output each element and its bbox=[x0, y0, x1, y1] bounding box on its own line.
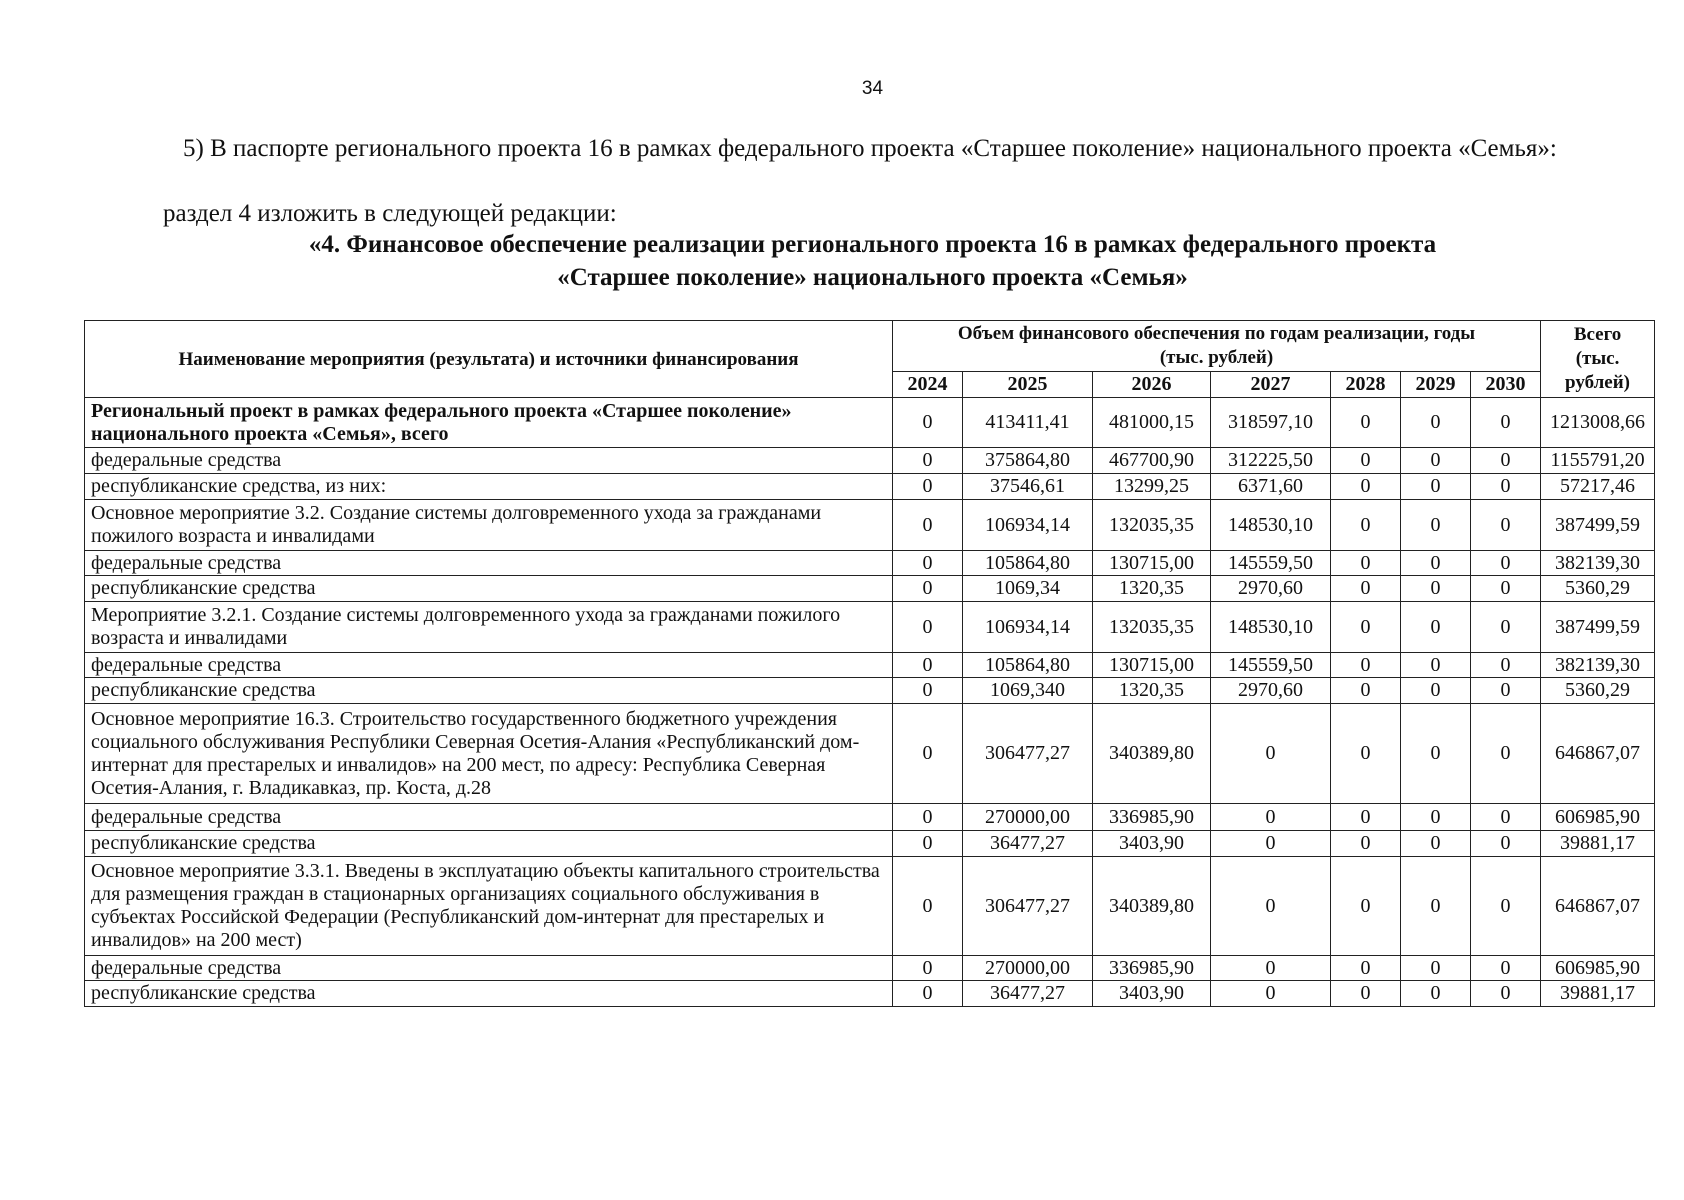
row-value-2029: 0 bbox=[1401, 576, 1471, 602]
row-value-2024: 0 bbox=[893, 653, 963, 678]
table-row bbox=[85, 981, 1655, 1007]
table-row bbox=[85, 448, 1655, 474]
page-number: 34 bbox=[861, 78, 884, 99]
row-value-2024: 0 bbox=[893, 500, 963, 551]
row-value-2027: 6371,60 bbox=[1211, 474, 1331, 500]
row-value-2027: 148530,10 bbox=[1211, 500, 1331, 551]
row-value-2028: 0 bbox=[1331, 857, 1401, 956]
row-value-2026: 3403,90 bbox=[1093, 831, 1211, 857]
row-value-2028: 0 bbox=[1331, 474, 1401, 500]
row-value-2027: 148530,10 bbox=[1211, 602, 1331, 653]
row-value-2028: 0 bbox=[1331, 653, 1401, 678]
row-value-2028: 0 bbox=[1331, 704, 1401, 804]
row-value-2029: 0 bbox=[1401, 551, 1471, 576]
amendment-paragraph: 5) В паспорте регионального проекта 16 в рамках федерального проекта «Старшее поколение» национального проекта «Семья»: bbox=[183, 135, 1557, 162]
row-value-2026: 130715,00 bbox=[1093, 551, 1211, 576]
row-value-2029: 0 bbox=[1401, 981, 1471, 1007]
row-value-2027: 145559,50 bbox=[1211, 653, 1331, 678]
column-header-volume-line-2: (тыс. рублей) bbox=[1159, 347, 1274, 368]
row-value-2030: 0 bbox=[1471, 653, 1541, 678]
row-value-2027: 0 bbox=[1211, 831, 1331, 857]
table-row bbox=[85, 857, 1655, 956]
row-value-2024: 0 bbox=[893, 678, 963, 704]
table-row bbox=[85, 678, 1655, 704]
row-value-2027: 2970,60 bbox=[1211, 678, 1331, 704]
row-value-2028: 0 bbox=[1331, 398, 1401, 448]
year-header: 2027 bbox=[1211, 372, 1331, 398]
row-name: федеральные средства bbox=[85, 653, 893, 678]
row-value-2030: 0 bbox=[1471, 831, 1541, 857]
row-value-2026: 340389,80 bbox=[1093, 857, 1211, 956]
row-name: федеральные средства bbox=[85, 551, 893, 576]
row-value-2028: 0 bbox=[1331, 602, 1401, 653]
row-value-2030: 0 bbox=[1471, 956, 1541, 981]
row-value-2024: 0 bbox=[893, 831, 963, 857]
row-value-2029: 0 bbox=[1401, 602, 1471, 653]
row-name: республиканские средства, из них: bbox=[85, 474, 893, 500]
row-total: 39881,17 bbox=[1541, 831, 1655, 857]
table-row bbox=[85, 551, 1655, 576]
row-total: 5360,29 bbox=[1541, 576, 1655, 602]
row-value-2028: 0 bbox=[1331, 500, 1401, 551]
table-row bbox=[85, 653, 1655, 678]
row-value-2028: 0 bbox=[1331, 551, 1401, 576]
row-value-2029: 0 bbox=[1401, 857, 1471, 956]
row-name: Мероприятие 3.2.1. Создание системы долговременного ухода за гражданами пожилого возраста и инвалидами bbox=[85, 602, 893, 653]
row-value-2027: 2970,60 bbox=[1211, 576, 1331, 602]
row-total: 382139,30 bbox=[1541, 551, 1655, 576]
table-row bbox=[85, 704, 1655, 804]
row-value-2024: 0 bbox=[893, 448, 963, 474]
row-total: 387499,59 bbox=[1541, 602, 1655, 653]
row-value-2030: 0 bbox=[1471, 678, 1541, 704]
row-value-2030: 0 bbox=[1471, 857, 1541, 956]
row-total: 1155791,20 bbox=[1541, 448, 1655, 474]
table-row bbox=[85, 576, 1655, 602]
row-value-2028: 0 bbox=[1331, 448, 1401, 474]
row-total: 1213008,66 bbox=[1541, 398, 1655, 448]
section-title bbox=[0, 228, 1684, 294]
row-name: республиканские средства bbox=[85, 981, 893, 1007]
table-row bbox=[85, 474, 1655, 500]
year-header: 2029 bbox=[1401, 372, 1471, 398]
row-value-2026: 132035,35 bbox=[1093, 602, 1211, 653]
row-value-2025: 36477,27 bbox=[963, 831, 1093, 857]
row-value-2027: 0 bbox=[1211, 804, 1331, 831]
row-total: 606985,90 bbox=[1541, 804, 1655, 831]
row-value-2024: 0 bbox=[893, 474, 963, 500]
row-value-2029: 0 bbox=[1401, 448, 1471, 474]
row-value-2026: 336985,90 bbox=[1093, 804, 1211, 831]
row-value-2026: 1320,35 bbox=[1093, 678, 1211, 704]
row-value-2030: 0 bbox=[1471, 551, 1541, 576]
row-value-2030: 0 bbox=[1471, 602, 1541, 653]
year-header: 2024 bbox=[893, 372, 963, 398]
row-total: 382139,30 bbox=[1541, 653, 1655, 678]
row-value-2024: 0 bbox=[893, 956, 963, 981]
section-title-line-1: «4. Финансовое обеспечение реализации регионального проекта 16 в рамках федерального проекта bbox=[308, 231, 1437, 258]
row-value-2027: 0 bbox=[1211, 704, 1331, 804]
row-value-2025: 36477,27 bbox=[963, 981, 1093, 1007]
row-value-2029: 0 bbox=[1401, 653, 1471, 678]
row-value-2029: 0 bbox=[1401, 500, 1471, 551]
row-value-2026: 1320,35 bbox=[1093, 576, 1211, 602]
row-value-2029: 0 bbox=[1401, 678, 1471, 704]
row-value-2024: 0 bbox=[893, 981, 963, 1007]
table-row bbox=[85, 831, 1655, 857]
row-name: Региональный проект в рамках федерального проекта «Старшее поколение» национального проекта «Семья», всего bbox=[85, 398, 893, 448]
row-name: федеральные средства bbox=[85, 804, 893, 831]
table-body bbox=[85, 398, 1655, 1007]
row-value-2025: 413411,41 bbox=[963, 398, 1093, 448]
row-value-2030: 0 bbox=[1471, 500, 1541, 551]
table-row bbox=[85, 956, 1655, 981]
section-title-line-2: «Старшее поколение» национального проекта «Семья» bbox=[557, 264, 1188, 291]
row-value-2025: 270000,00 bbox=[963, 804, 1093, 831]
row-value-2028: 0 bbox=[1331, 804, 1401, 831]
row-value-2025: 375864,80 bbox=[963, 448, 1093, 474]
row-value-2027: 0 bbox=[1211, 956, 1331, 981]
row-value-2027: 0 bbox=[1211, 981, 1331, 1007]
row-value-2030: 0 bbox=[1471, 448, 1541, 474]
row-value-2024: 0 bbox=[893, 804, 963, 831]
row-value-2028: 0 bbox=[1331, 678, 1401, 704]
row-value-2025: 105864,80 bbox=[963, 653, 1093, 678]
row-total: 646867,07 bbox=[1541, 704, 1655, 804]
row-value-2030: 0 bbox=[1471, 398, 1541, 448]
column-header-volume-line-1: Объем финансового обеспечения по годам реализации, годы bbox=[957, 323, 1476, 344]
row-name: республиканские средства bbox=[85, 831, 893, 857]
row-value-2026: 481000,15 bbox=[1093, 398, 1211, 448]
row-value-2026: 13299,25 bbox=[1093, 474, 1211, 500]
row-total: 646867,07 bbox=[1541, 857, 1655, 956]
row-value-2026: 336985,90 bbox=[1093, 956, 1211, 981]
row-name: Основное мероприятие 16.3. Строительство государственного бюджетного учреждения социального обслуживания Республики Северная Осетия-Алания «Республиканский дом-интернат для престарелых и инвалидов» на 200 мест, по адресу: Республика Северная Осетия-Алания, г. Владикавказ, пр. Коста, д.28 bbox=[85, 704, 893, 804]
row-value-2024: 0 bbox=[893, 857, 963, 956]
row-value-2025: 306477,27 bbox=[963, 857, 1093, 956]
row-value-2025: 306477,27 bbox=[963, 704, 1093, 804]
row-value-2025: 1069,34 bbox=[963, 576, 1093, 602]
year-header: 2030 bbox=[1471, 372, 1541, 398]
row-value-2025: 106934,14 bbox=[963, 602, 1093, 653]
row-value-2024: 0 bbox=[893, 576, 963, 602]
row-value-2025: 270000,00 bbox=[963, 956, 1093, 981]
row-value-2029: 0 bbox=[1401, 704, 1471, 804]
row-value-2027: 312225,50 bbox=[1211, 448, 1331, 474]
table-row bbox=[85, 500, 1655, 551]
year-header: 2025 bbox=[963, 372, 1093, 398]
row-value-2029: 0 bbox=[1401, 956, 1471, 981]
instruction-paragraph: раздел 4 изложить в следующей редакции: bbox=[163, 200, 617, 227]
row-value-2026: 467700,90 bbox=[1093, 448, 1211, 474]
row-name: федеральные средства bbox=[85, 448, 893, 474]
row-value-2027: 318597,10 bbox=[1211, 398, 1331, 448]
row-total: 387499,59 bbox=[1541, 500, 1655, 551]
row-value-2024: 0 bbox=[893, 704, 963, 804]
year-header: 2028 bbox=[1331, 372, 1401, 398]
row-value-2029: 0 bbox=[1401, 398, 1471, 448]
row-value-2025: 105864,80 bbox=[963, 551, 1093, 576]
row-value-2028: 0 bbox=[1331, 981, 1401, 1007]
row-total: 5360,29 bbox=[1541, 678, 1655, 704]
row-value-2025: 106934,14 bbox=[963, 500, 1093, 551]
column-header-volume bbox=[893, 321, 1541, 372]
column-header-total bbox=[1541, 321, 1655, 398]
row-value-2029: 0 bbox=[1401, 831, 1471, 857]
row-value-2026: 132035,35 bbox=[1093, 500, 1211, 551]
row-value-2026: 340389,80 bbox=[1093, 704, 1211, 804]
row-value-2026: 3403,90 bbox=[1093, 981, 1211, 1007]
table-row bbox=[85, 804, 1655, 831]
row-value-2027: 0 bbox=[1211, 857, 1331, 956]
row-value-2028: 0 bbox=[1331, 576, 1401, 602]
row-name: республиканские средства bbox=[85, 576, 893, 602]
row-value-2028: 0 bbox=[1331, 831, 1401, 857]
row-total: 39881,17 bbox=[1541, 981, 1655, 1007]
row-value-2026: 130715,00 bbox=[1093, 653, 1211, 678]
financing-table bbox=[84, 320, 1655, 1007]
row-value-2025: 1069,340 bbox=[963, 678, 1093, 704]
table-row bbox=[85, 398, 1655, 448]
table-header-row bbox=[85, 321, 1655, 372]
row-value-2030: 0 bbox=[1471, 804, 1541, 831]
table-row bbox=[85, 602, 1655, 653]
row-name: Основное мероприятие 3.3.1. Введены в эксплуатацию объекты капитального строительства для размещения граждан в стационарных организациях социального обслуживания в субъектах Российской Федерации (Республиканский дом-интернат для престарелых и инвалидов» на 200 мест) bbox=[85, 857, 893, 956]
column-header-name: Наименование мероприятия (результата) и источники финансирования bbox=[85, 321, 893, 398]
row-value-2028: 0 bbox=[1331, 956, 1401, 981]
row-value-2025: 37546,61 bbox=[963, 474, 1093, 500]
row-total: 606985,90 bbox=[1541, 956, 1655, 981]
year-header: 2026 bbox=[1093, 372, 1211, 398]
row-value-2024: 0 bbox=[893, 602, 963, 653]
row-name: республиканские средства bbox=[85, 678, 893, 704]
row-name: Основное мероприятие 3.2. Создание системы долговременного ухода за гражданами пожилого возраста и инвалидами bbox=[85, 500, 893, 551]
row-value-2029: 0 bbox=[1401, 474, 1471, 500]
row-total: 57217,46 bbox=[1541, 474, 1655, 500]
row-value-2024: 0 bbox=[893, 551, 963, 576]
row-value-2024: 0 bbox=[893, 398, 963, 448]
row-value-2030: 0 bbox=[1471, 576, 1541, 602]
row-value-2027: 145559,50 bbox=[1211, 551, 1331, 576]
row-value-2030: 0 bbox=[1471, 981, 1541, 1007]
row-value-2030: 0 bbox=[1471, 474, 1541, 500]
column-header-total-line-2: (тыс. bbox=[1575, 348, 1620, 369]
row-name: федеральные средства bbox=[85, 956, 893, 981]
row-value-2029: 0 bbox=[1401, 804, 1471, 831]
column-header-total-line-1: Всего bbox=[1573, 324, 1622, 345]
row-value-2030: 0 bbox=[1471, 704, 1541, 804]
column-header-total-line-3: рублей) bbox=[1565, 372, 1631, 393]
